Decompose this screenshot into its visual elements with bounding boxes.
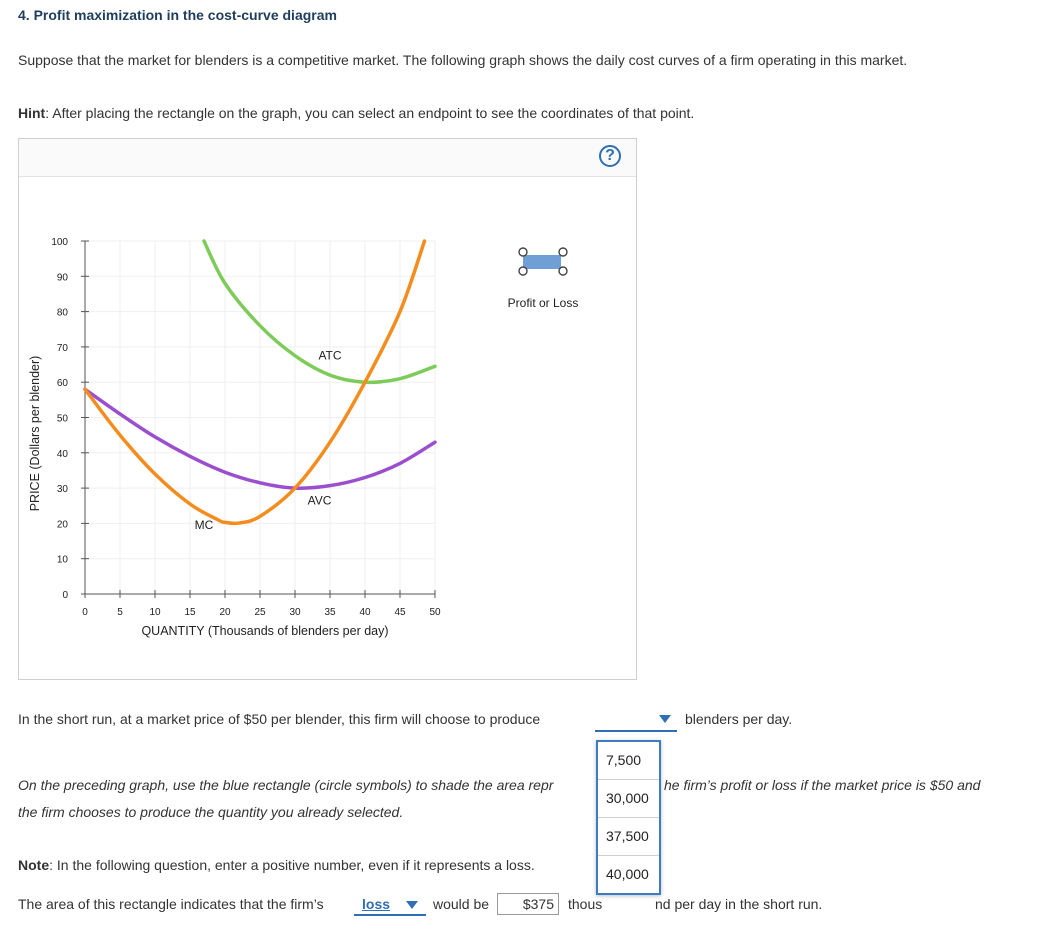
q2-line1a: On the preceding graph, use the blue rectangle (circle symbols) to shade the area repr bbox=[18, 777, 554, 793]
q2-line2: the firm chooses to produce the quantity you already selected. bbox=[18, 804, 404, 820]
y-tick-label: 70 bbox=[56, 342, 68, 354]
quantity-dropdown-menu[interactable] bbox=[596, 740, 661, 895]
hint-label: Hint bbox=[18, 105, 46, 121]
dropdown-option[interactable]: 37,500 bbox=[598, 817, 659, 855]
chevron-down-icon bbox=[659, 715, 671, 723]
y-tick-label: 100 bbox=[51, 237, 68, 248]
y-tick-label: 80 bbox=[56, 307, 68, 319]
q3-text-after2: nd per day in the short run. bbox=[655, 896, 823, 912]
cost-curve-chart bbox=[19, 139, 636, 679]
y-tick-label: 10 bbox=[56, 554, 68, 566]
chart-axes bbox=[81, 241, 435, 598]
y-tick-label: 60 bbox=[56, 378, 68, 390]
x-tick-label: 15 bbox=[184, 607, 196, 618]
series-label-mc: MC bbox=[194, 518, 214, 533]
y-axis-label: PRICE (Dollars per blender) bbox=[28, 355, 42, 512]
q3-text-middle: would be bbox=[433, 896, 490, 912]
y-tick-label: 40 bbox=[56, 448, 68, 460]
y-tick-label: 90 bbox=[56, 272, 68, 284]
y-tick-label: 50 bbox=[56, 413, 68, 425]
hint-text bbox=[18, 105, 694, 121]
x-tick-label: 40 bbox=[359, 607, 371, 618]
q1-text-after: blenders per day. bbox=[685, 711, 793, 727]
y-tick-label: 20 bbox=[56, 519, 68, 531]
note-body: : In the following question, enter a positive number, even if it represents a loss. bbox=[49, 857, 535, 873]
chart-grid bbox=[85, 241, 435, 594]
profit-loss-rectangle-tool[interactable] bbox=[519, 248, 567, 275]
x-tick-label: 0 bbox=[82, 607, 88, 618]
tool-corner-top-left bbox=[519, 248, 527, 256]
q3-text-before: The area of this rectangle indicates that the firm’s bbox=[18, 896, 324, 912]
dropdown-option[interactable]: 40,000 bbox=[598, 855, 659, 893]
x-tick-label: 50 bbox=[429, 607, 441, 618]
quantity-select[interactable] bbox=[595, 708, 677, 732]
chevron-down-icon bbox=[406, 901, 418, 909]
help-icon[interactable]: ? bbox=[599, 145, 621, 167]
note-label: Note bbox=[18, 857, 50, 873]
q3-text-after: thous bbox=[568, 896, 603, 912]
tool-rectangle bbox=[523, 255, 561, 269]
graph-panel bbox=[18, 138, 637, 680]
x-axis-label: QUANTITY (Thousands of blenders per day) bbox=[141, 624, 389, 638]
y-tick-label: 30 bbox=[56, 484, 68, 496]
x-tick-label: 20 bbox=[219, 607, 231, 618]
note-text bbox=[18, 857, 535, 873]
profit-loss-select[interactable] bbox=[354, 894, 426, 916]
tool-corner-top-right bbox=[559, 248, 567, 256]
intro-text: Suppose that the market for blenders is a competitive market. The following graph shows the daily cost curves of a firm operating in this market. bbox=[18, 52, 908, 68]
x-tick-label: 25 bbox=[254, 607, 266, 618]
hint-body: : After placing the rectangle on the graph, you can select an endpoint to see the coordinates of that point. bbox=[45, 105, 695, 121]
profit-loss-select-value: loss bbox=[362, 896, 391, 912]
series-label-avc: AVC bbox=[307, 493, 332, 508]
x-tick-label: 45 bbox=[394, 607, 406, 618]
y-tick-label: 0 bbox=[62, 590, 68, 601]
tool-label: Profit or Loss bbox=[507, 296, 579, 310]
x-tick-label: 10 bbox=[149, 607, 161, 618]
x-tick-label: 35 bbox=[324, 607, 336, 618]
x-tick-label: 30 bbox=[289, 607, 301, 618]
tool-corner-bottom-left bbox=[519, 267, 527, 275]
x-tick-label: 5 bbox=[117, 607, 123, 618]
q1-text-before: In the short run, at a market price of $50 per blender, this firm will choose to produce bbox=[18, 711, 541, 727]
question-1 bbox=[18, 711, 540, 727]
amount-input[interactable]: $375 bbox=[497, 893, 559, 915]
tool-corner-bottom-right bbox=[559, 267, 567, 275]
dropdown-option[interactable]: 7,500 bbox=[606, 752, 642, 768]
dropdown-option[interactable]: 30,000 bbox=[598, 779, 659, 817]
series-label-atc: ATC bbox=[318, 348, 342, 363]
question-title: 4. Profit maximization in the cost-curve diagram bbox=[18, 7, 337, 23]
q2-line1b: he firm’s profit or loss if the market price is $50 and bbox=[664, 777, 981, 793]
